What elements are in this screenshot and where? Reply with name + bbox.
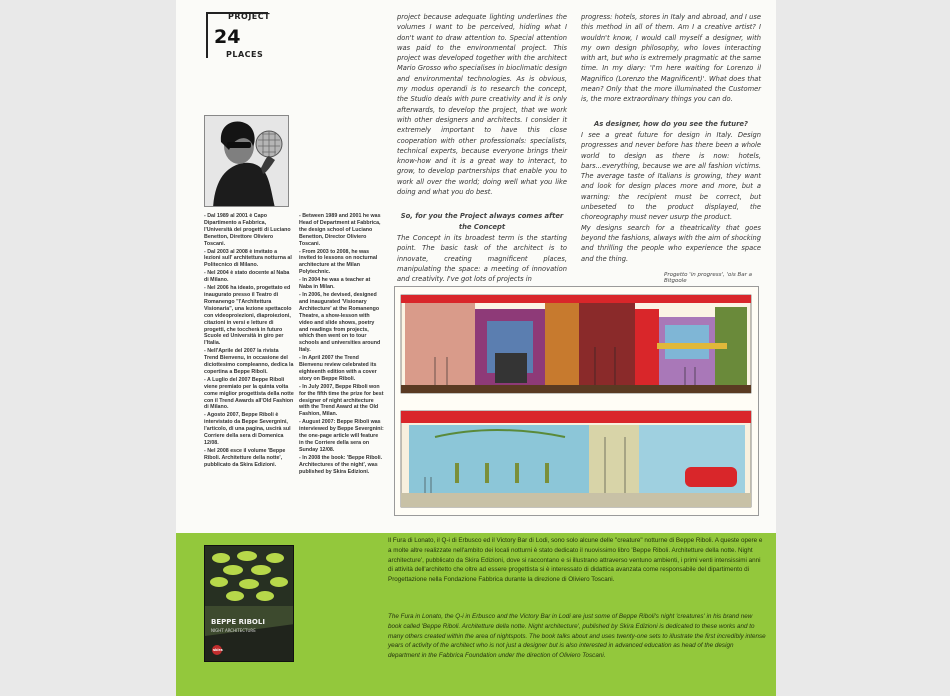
- bio-en-item: - August 2007: Beppe Riboli was interviewed by Beppe Severgnini: the one-page article will feature in the Corriere della sera on Sunday 12/08.: [299, 419, 384, 453]
- bio-en-item: - From 2003 to 2008, he was invited to lessons on nocturnal architecture at the Milan Polytechnic.: [299, 248, 378, 276]
- column-two-paragraph-2: The Concept in its broadest term is the starting point. The basic task of the architect is to innovate, creating magnificent places, manipulating the space: a meeting of innovation and creativity. I've got lots of projects in: [397, 233, 567, 284]
- section-badge: [206, 12, 271, 59]
- bio-it-item: - Agosto 2007, Beppe Riboli è intervistato da Beppe Severgnini, l'articolo, di una pagina, uscirà sul Corriere della sera di Domenica 12/08.: [204, 412, 291, 446]
- column-two-question: So, for you the Project always comes after the Concept: [400, 212, 564, 231]
- bio-it-item: - A Luglio del 2007 Beppe Riboli viene premiato per la quinta volta come miglior progettista della notte con il Trend Awards all'Old Fashion di Milano.: [204, 376, 294, 411]
- portrait-photo-graphic: [205, 116, 289, 207]
- interview-column-two: [397, 12, 567, 284]
- bio-it-item: - Dal 2003 al 2008 è invitato a lezioni sull' architettura notturna al Politecnico di Milano.: [204, 248, 292, 269]
- column-two-paragraph-1: project because adequate lighting underlines the volumes I want to be perceived, hiding what I don't want to draw attention to. Special attention was paid to the environmental project. This project was developed together with the architect Mario Grosso who specialises in bioclimatic design and environmental technologies. As is obvious, my modus operandi is to research the concept, the Studio deals with pure creativity and it is only afterwards, to develop the project, that we work with other designers and architects. I consider it extremely important to have this close cooperation with other professionals: specialists, technical experts, because everyone brings their know-how and it is a great way to interact, to grow, to develop partnerships that enable you to work all over the world; doing well what you like doing and what you do best.: [397, 13, 567, 197]
- column-three-paragraph-3: My designs search for a theatricality that goes beyond the fashions, always with the aim of shocking and thrilling the people who experience the space and the thing.: [581, 223, 761, 263]
- bio-en-item: - In 2008 the book: 'Beppe Riboli. Architectures of the night', was published by Skira Edizioni.: [299, 454, 383, 475]
- band-english-text: The Fura in Lonato, the Q-i in Erbusco and the Victory Bar in Lodi are just some of Beppe Riboli's night 'creatures' in his brand new book called 'Beppe Riboli. Architetture della notte. Night architecture', published by Skira Edizioni is dedicated to these works and to many others created within the area of nightspots. The book talks about and uses twenty-one sets to illustrate the first incredibly intense years of activity of the architect who is not just a designer but is also interested in advanced education as head of the design department in the Fabbrica Foundation under the direction of Oliviero Toscani.: [388, 613, 766, 660]
- biography-italian: [204, 213, 294, 470]
- bio-en-item: - In 2006, he devised, designed and inaugurated 'Visionary Architecture' at the Romanengo Theatre, a show-lesson with video and slide shows, poetry and readings from projects, which then went on to tour schools and universities around Italy.: [299, 291, 381, 354]
- interview-column-three: [581, 12, 761, 264]
- bio-en-item: - In July 2007, Beppe Riboli won for the fifth time the prize for best designer of night architecture with the Trend Award at the Old Fashion, Milan.: [299, 383, 384, 418]
- bio-it-item: - Nell'Aprile del 2007 la rivista Trend Bienvenu, in occasione del diciottesimo compleanno, dedica la copertina a Beppe Riboli.: [204, 348, 294, 375]
- upper-elevation: [401, 295, 751, 393]
- bio-it-item: - Nel 2008 esce il volume 'Beppe Riboli. Architetture della notte', pubblicato da Skira Edizioni.: [204, 447, 286, 468]
- bio-it-item: - Nel 2004 è stato docente al Naba di Milano.: [204, 270, 290, 284]
- book-subtitle: NIGHT ARCHITECTURE: [211, 628, 256, 633]
- page-number: 24: [214, 26, 241, 48]
- book-cover-image: [204, 545, 294, 662]
- book-cover-graphic: [205, 546, 294, 662]
- biography-english: [299, 213, 384, 477]
- bio-en-item: - Between 1989 and 2001 he was Head of Department at Fabbrica, the design school of Luciano Benetton, Director Oliviero Toscani.: [299, 213, 381, 247]
- column-three-paragraph-2: I see a great future for design in Italy. Design progresses and never before has there been a whole world to design as there is now: hotels, bars...everything, because we are all fashion victims. The average taste of Italians is growing, they want and look for design places more and more, but a warning: the recipient must be correct, but unbeseted to the product displayed, the choreography must never usurp the product.: [581, 130, 761, 222]
- publisher-mark: skira: [213, 648, 223, 652]
- bio-en-item: - In 2004 he was a teacher at Naba in Milan.: [299, 277, 371, 291]
- column-three-paragraph-1: progress: hotels, stores in Italy and abroad, and I use this method in all of them. Am I a creative artist? I wouldn't know, I would call myself a designer, with my own design philosophy, who loves interacting with art, but who is extremely pragmatic at the same time. In my diary: 'I'm here waiting for Lorenzo il Magnifico (Lorenzo the Magnificent)'. What does that mean? Only that the more illuminated the Customer is, the more extraordinary things you can do.: [581, 13, 761, 104]
- lower-elevation: [401, 411, 751, 507]
- section-label-top: PROJECT: [228, 12, 271, 21]
- architectural-elevation-drawings: [394, 286, 759, 516]
- drawing-caption: Progetto 'in progress', 'ois Bar a Bitgoole: [664, 272, 753, 284]
- bio-en-item: - In April 2007 the Trend Bienvenu review celebrated its eighteenth edition with a cover story on Beppe Riboli.: [299, 355, 377, 382]
- bio-it-item: - Dal 1989 al 2001 è Capo Dipartimento a Fabbrica, l'Università dei progetti di Luciano Benetton, Direttore Oliviero Toscani.: [204, 213, 291, 247]
- section-label-bottom: PLACES: [226, 50, 264, 59]
- column-three-question: As designer, how do you see the future?: [594, 119, 748, 128]
- bio-it-item: - Nel 2006 ha ideato, progettato ed inaugurato presso il Teatro di Romanengo "l'Architettura Visionaria", una lezione spettacolo con videoproiezioni, diaproiezioni, citazioni in versi e letture di progetti, che toccherà in futuro Scuole ed Università in giro per l'Italia.: [204, 285, 292, 347]
- band-italian-text: Il Fura di Lonato, il Q-i di Erbusco ed il Victory Bar di Lodi, sono solo alcune delle "creature" notturne di Beppe Riboli. A queste opere e a molte altre realizzate nell'ambito dei locali notturni è stato dedicato il nuovissimo libro 'Beppe Riboli. Architetture della notte. Night architecture', pubblicato da Skira Edizioni, dove si raccontano e si illustrano attraverso ventuno ambienti, i primi venti intensissimi anni di attività dell'architetto che oltre ad essere progettista si è interessato di didattica avanzata come responsabile del dipartimento di Progettazione nella Fondazione Fabbrica durante la direzione di Oliviero Toscani.: [388, 537, 763, 584]
- magazine-page: [176, 0, 776, 696]
- book-author: BEPPE RIBOLI: [211, 618, 265, 626]
- designer-portrait: [204, 115, 289, 207]
- elevation-sketch-graphic: [395, 287, 758, 515]
